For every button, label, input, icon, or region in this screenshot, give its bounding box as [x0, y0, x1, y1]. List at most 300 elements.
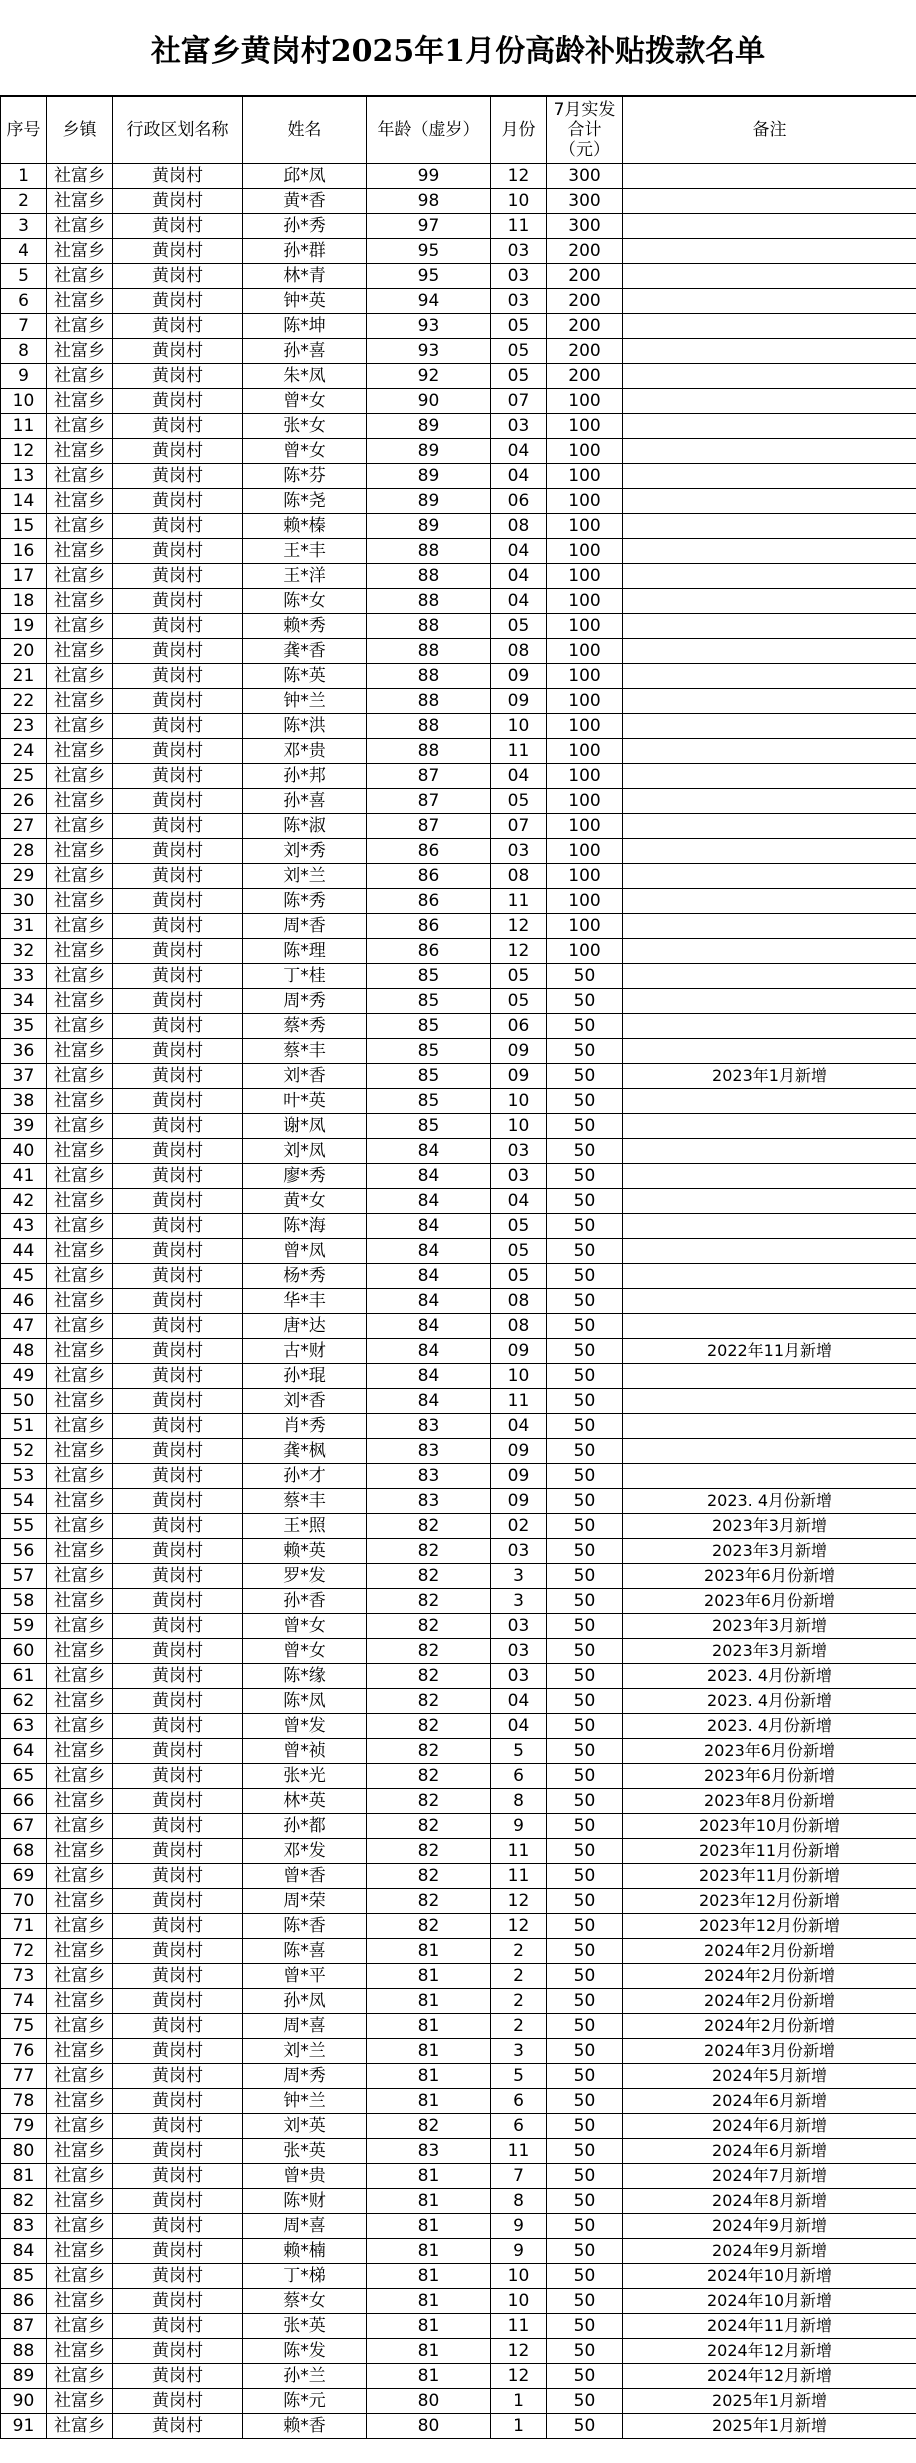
col-village-cell: 黄岗村	[113, 2339, 243, 2364]
col-village-cell: 黄岗村	[113, 1489, 243, 1514]
table-row	[1, 1314, 916, 1339]
table-row	[1, 2164, 916, 2189]
col-remark-cell	[623, 339, 916, 364]
col-month-cell: 04	[491, 464, 547, 489]
col-amount-cell: 50	[547, 2289, 623, 2314]
col-remark-cell: 2023年8月份新增	[623, 1789, 916, 1814]
col-name-cell: 陈*理	[243, 939, 367, 964]
col-village-cell: 黄岗村	[113, 1439, 243, 1464]
col-township-cell: 社富乡	[47, 839, 113, 864]
col-village-cell: 黄岗村	[113, 1889, 243, 1914]
col-age-cell: 81	[367, 2089, 491, 2114]
col-remark-cell	[623, 1114, 916, 1139]
col-month-cell: 8	[491, 1789, 547, 1814]
col-amount-cell: 100	[547, 539, 623, 564]
col-amount-cell: 50	[547, 1064, 623, 1089]
col-amount-cell: 200	[547, 364, 623, 389]
col-remark-cell	[623, 964, 916, 989]
col-remark-cell: 2023. 4月份新增	[623, 1689, 916, 1714]
col-age-cell: 95	[367, 264, 491, 289]
col-month-cell: 05	[491, 964, 547, 989]
col-village-cell: 黄岗村	[113, 1864, 243, 1889]
col-name-cell: 赖*香	[243, 2414, 367, 2439]
table-row	[1, 814, 916, 839]
col-age-cell: 88	[367, 664, 491, 689]
col-name-cell: 龚*枫	[243, 1439, 367, 1464]
col-township-cell: 社富乡	[47, 714, 113, 739]
col-amount-cell: 50	[547, 1939, 623, 1964]
col-age-cell: 85	[367, 1014, 491, 1039]
col-amount-cell: 100	[547, 564, 623, 589]
table-row	[1, 514, 916, 539]
col-index-cell: 49	[1, 1364, 47, 1389]
col-township-cell: 社富乡	[47, 689, 113, 714]
col-age-cell: 85	[367, 964, 491, 989]
col-amount-cell: 50	[547, 2339, 623, 2364]
col-month-cell: 05	[491, 789, 547, 814]
col-amount-cell: 50	[547, 1989, 623, 2014]
col-month-cell: 09	[491, 689, 547, 714]
col-township-cell: 社富乡	[47, 2189, 113, 2214]
col-age-cell: 89	[367, 464, 491, 489]
col-name-cell: 叶*英	[243, 1089, 367, 1114]
col-village-cell: 黄岗村	[113, 464, 243, 489]
col-remark-cell: 2024年6月新增	[623, 2089, 916, 2114]
col-amount-cell: 50	[547, 1214, 623, 1239]
col-index-cell: 64	[1, 1739, 47, 1764]
col-month-cell: 11	[491, 889, 547, 914]
col-month-cell: 09	[491, 1339, 547, 1364]
col-village-cell: 黄岗村	[113, 1339, 243, 1364]
col-township-cell: 社富乡	[47, 789, 113, 814]
col-index-cell: 88	[1, 2339, 47, 2364]
col-month-cell: 03	[491, 239, 547, 264]
col-age-cell: 95	[367, 239, 491, 264]
col-remark-cell	[623, 239, 916, 264]
col-index-cell: 63	[1, 1714, 47, 1739]
col-index-cell: 12	[1, 439, 47, 464]
col-township-cell: 社富乡	[47, 1139, 113, 1164]
table-row	[1, 2039, 916, 2064]
col-age-cell: 82	[367, 1789, 491, 1814]
col-village-cell: 黄岗村	[113, 539, 243, 564]
col-remark-cell	[623, 564, 916, 589]
col-age-cell: 93	[367, 339, 491, 364]
col-remark-cell	[623, 164, 916, 189]
col-amount-cell: 50	[547, 1289, 623, 1314]
col-month-cell: 1	[491, 2389, 547, 2414]
table-row	[1, 1414, 916, 1439]
col-index-cell: 70	[1, 1889, 47, 1914]
col-village-cell: 黄岗村	[113, 1139, 243, 1164]
col-index-cell: 75	[1, 2014, 47, 2039]
col-township-cell: 社富乡	[47, 1239, 113, 1264]
col-month-cell: 03	[491, 1139, 547, 1164]
col-remark-cell	[623, 914, 916, 939]
col-remark-cell	[623, 1039, 916, 1064]
col-amount-cell: 50	[547, 2114, 623, 2139]
col-township-cell: 社富乡	[47, 1439, 113, 1464]
col-amount-cell: 50	[547, 1664, 623, 1689]
col-remark-cell	[623, 839, 916, 864]
table-row	[1, 1714, 916, 1739]
col-month-cell: 04	[491, 1189, 547, 1214]
col-index-cell: 67	[1, 1814, 47, 1839]
col-index-cell: 34	[1, 989, 47, 1014]
col-remark-cell: 2023年3月新增	[623, 1514, 916, 1539]
col-township-cell: 社富乡	[47, 1039, 113, 1064]
table-row	[1, 239, 916, 264]
col-month-cell: 04	[491, 439, 547, 464]
col-village-cell: 黄岗村	[113, 1514, 243, 1539]
col-township-cell: 社富乡	[47, 2114, 113, 2139]
table-row	[1, 1114, 916, 1139]
col-index-cell: 86	[1, 2289, 47, 2314]
col-month-cell: 11	[491, 1864, 547, 1889]
col-name-cell: 刘*兰	[243, 2039, 367, 2064]
col-month-cell: 03	[491, 264, 547, 289]
col-index-cell: 35	[1, 1014, 47, 1039]
col-month-cell: 5	[491, 2064, 547, 2089]
col-township-cell: 社富乡	[47, 964, 113, 989]
table-row	[1, 1639, 916, 1664]
col-remark-cell	[623, 664, 916, 689]
col-remark-cell: 2024年2月份新增	[623, 1964, 916, 1989]
col-age-cell: 85	[367, 1064, 491, 1089]
col-amount-cell: 100	[547, 889, 623, 914]
col-amount-cell: 50	[547, 2164, 623, 2189]
col-age-cell: 84	[367, 1139, 491, 1164]
col-month-cell: 09	[491, 664, 547, 689]
col-remark-cell: 2023. 4月份新增	[623, 1489, 916, 1514]
col-village-cell: 黄岗村	[113, 1314, 243, 1339]
col-remark-cell	[623, 464, 916, 489]
col-age-cell: 90	[367, 389, 491, 414]
col-remark-cell: 2024年6月新增	[623, 2114, 916, 2139]
col-month-cell: 9	[491, 1814, 547, 1839]
col-month-cell: 12	[491, 939, 547, 964]
col-amount-cell: 50	[547, 2314, 623, 2339]
col-name-cell: 刘*香	[243, 1064, 367, 1089]
header-col-remark: 备注	[623, 97, 916, 164]
col-age-cell: 84	[367, 1189, 491, 1214]
col-amount-cell: 50	[547, 2064, 623, 2089]
col-village-cell: 黄岗村	[113, 2114, 243, 2139]
col-remark-cell: 2023年3月新增	[623, 1614, 916, 1639]
subsidy-table	[0, 96, 916, 2439]
col-index-cell: 29	[1, 864, 47, 889]
col-index-cell: 84	[1, 2239, 47, 2264]
col-month-cell: 6	[491, 2114, 547, 2139]
header-col-month: 月份	[491, 97, 547, 164]
col-amount-cell: 50	[547, 1189, 623, 1214]
col-index-cell: 62	[1, 1689, 47, 1714]
col-age-cell: 84	[367, 1289, 491, 1314]
col-name-cell: 林*青	[243, 264, 367, 289]
col-index-cell: 51	[1, 1414, 47, 1439]
table-row	[1, 2214, 916, 2239]
col-age-cell: 88	[367, 739, 491, 764]
col-age-cell: 89	[367, 414, 491, 439]
col-amount-cell: 100	[547, 789, 623, 814]
table-row	[1, 1964, 916, 1989]
col-month-cell: 10	[491, 1089, 547, 1114]
col-village-cell: 黄岗村	[113, 2289, 243, 2314]
col-month-cell: 09	[491, 1439, 547, 1464]
page-title: 社富乡黄岗村2025年1月份高龄补贴拨款名单	[0, 0, 916, 96]
col-amount-cell: 200	[547, 239, 623, 264]
col-township-cell: 社富乡	[47, 2289, 113, 2314]
col-index-cell: 18	[1, 589, 47, 614]
col-township-cell: 社富乡	[47, 2164, 113, 2189]
col-age-cell: 81	[367, 2339, 491, 2364]
col-month-cell: 03	[491, 1539, 547, 1564]
col-township-cell: 社富乡	[47, 2064, 113, 2089]
col-township-cell: 社富乡	[47, 2364, 113, 2389]
col-name-cell: 周*秀	[243, 2064, 367, 2089]
col-remark-cell: 2023年11月份新增	[623, 1839, 916, 1864]
col-index-cell: 41	[1, 1164, 47, 1189]
col-remark-cell	[623, 1189, 916, 1214]
col-index-cell: 4	[1, 239, 47, 264]
col-township-cell: 社富乡	[47, 589, 113, 614]
col-month-cell: 11	[491, 1389, 547, 1414]
col-month-cell: 12	[491, 2339, 547, 2364]
col-village-cell: 黄岗村	[113, 364, 243, 389]
col-township-cell: 社富乡	[47, 1589, 113, 1614]
col-age-cell: 84	[367, 1339, 491, 1364]
col-age-cell: 82	[367, 1614, 491, 1639]
col-index-cell: 21	[1, 664, 47, 689]
col-remark-cell	[623, 1464, 916, 1489]
col-name-cell: 王*照	[243, 1514, 367, 1539]
col-township-cell: 社富乡	[47, 939, 113, 964]
col-name-cell: 丁*桂	[243, 964, 367, 989]
table-row	[1, 1439, 916, 1464]
col-index-cell: 42	[1, 1189, 47, 1214]
col-age-cell: 81	[367, 2164, 491, 2189]
col-amount-cell: 50	[547, 2014, 623, 2039]
col-township-cell: 社富乡	[47, 414, 113, 439]
col-village-cell: 黄岗村	[113, 1764, 243, 1789]
col-village-cell: 黄岗村	[113, 1589, 243, 1614]
col-name-cell: 罗*发	[243, 1564, 367, 1589]
col-month-cell: 09	[491, 1489, 547, 1514]
col-age-cell: 88	[367, 614, 491, 639]
col-age-cell: 86	[367, 914, 491, 939]
col-village-cell: 黄岗村	[113, 2014, 243, 2039]
col-township-cell: 社富乡	[47, 1914, 113, 1939]
col-village-cell: 黄岗村	[113, 2214, 243, 2239]
col-amount-cell: 50	[547, 1114, 623, 1139]
col-village-cell: 黄岗村	[113, 1839, 243, 1864]
col-name-cell: 蔡*秀	[243, 1014, 367, 1039]
col-village-cell: 黄岗村	[113, 689, 243, 714]
header-col-village: 行政区划名称	[113, 97, 243, 164]
col-remark-cell: 2023年6月份新增	[623, 1589, 916, 1614]
col-month-cell: 08	[491, 639, 547, 664]
col-amount-cell: 50	[547, 2389, 623, 2414]
table-row	[1, 564, 916, 589]
col-index-cell: 33	[1, 964, 47, 989]
table-header	[1, 97, 916, 164]
col-month-cell: 04	[491, 764, 547, 789]
col-amount-cell: 50	[547, 1889, 623, 1914]
col-village-cell: 黄岗村	[113, 339, 243, 364]
col-month-cell: 7	[491, 2164, 547, 2189]
col-age-cell: 83	[367, 2139, 491, 2164]
col-township-cell: 社富乡	[47, 1464, 113, 1489]
col-name-cell: 刘*香	[243, 1389, 367, 1414]
col-name-cell: 刘*秀	[243, 839, 367, 864]
col-month-cell: 05	[491, 339, 547, 364]
table-row	[1, 1089, 916, 1114]
col-remark-cell	[623, 314, 916, 339]
col-amount-cell: 200	[547, 264, 623, 289]
col-amount-cell: 100	[547, 864, 623, 889]
col-amount-cell: 50	[547, 1564, 623, 1589]
col-month-cell: 3	[491, 1589, 547, 1614]
col-township-cell: 社富乡	[47, 489, 113, 514]
table-row	[1, 939, 916, 964]
header-col-name: 姓名	[243, 97, 367, 164]
col-age-cell: 81	[367, 2039, 491, 2064]
col-village-cell: 黄岗村	[113, 1989, 243, 2014]
col-township-cell: 社富乡	[47, 1514, 113, 1539]
col-index-cell: 79	[1, 2114, 47, 2139]
table-row	[1, 264, 916, 289]
col-township-cell: 社富乡	[47, 539, 113, 564]
col-village-cell: 黄岗村	[113, 889, 243, 914]
col-month-cell: 02	[491, 1514, 547, 1539]
table-row	[1, 1589, 916, 1614]
col-age-cell: 89	[367, 439, 491, 464]
col-amount-cell: 100	[547, 939, 623, 964]
col-age-cell: 83	[367, 1464, 491, 1489]
col-name-cell: 钟*兰	[243, 689, 367, 714]
col-remark-cell	[623, 264, 916, 289]
col-amount-cell: 100	[547, 589, 623, 614]
col-age-cell: 81	[367, 2014, 491, 2039]
col-township-cell: 社富乡	[47, 1364, 113, 1389]
col-age-cell: 99	[367, 164, 491, 189]
col-amount-cell: 50	[547, 1239, 623, 1264]
col-amount-cell: 200	[547, 289, 623, 314]
col-township-cell: 社富乡	[47, 1189, 113, 1214]
col-village-cell: 黄岗村	[113, 164, 243, 189]
col-remark-cell	[623, 989, 916, 1014]
col-village-cell: 黄岗村	[113, 1714, 243, 1739]
col-age-cell: 82	[367, 1564, 491, 1589]
col-month-cell: 5	[491, 1739, 547, 1764]
col-index-cell: 73	[1, 1964, 47, 1989]
col-age-cell: 81	[367, 1989, 491, 2014]
col-age-cell: 81	[367, 2214, 491, 2239]
col-month-cell: 09	[491, 1464, 547, 1489]
col-index-cell: 60	[1, 1639, 47, 1664]
col-amount-cell: 50	[547, 1139, 623, 1164]
col-township-cell: 社富乡	[47, 1389, 113, 1414]
table-row	[1, 2264, 916, 2289]
col-month-cell: 08	[491, 1289, 547, 1314]
col-age-cell: 92	[367, 364, 491, 389]
col-name-cell: 陈*英	[243, 664, 367, 689]
col-township-cell: 社富乡	[47, 2339, 113, 2364]
header-row	[1, 97, 916, 164]
col-remark-cell	[623, 614, 916, 639]
col-village-cell: 黄岗村	[113, 1689, 243, 1714]
col-month-cell: 8	[491, 2189, 547, 2214]
col-name-cell: 蔡*丰	[243, 1039, 367, 1064]
col-age-cell: 85	[367, 1089, 491, 1114]
col-index-cell: 8	[1, 339, 47, 364]
col-month-cell: 03	[491, 1664, 547, 1689]
col-township-cell: 社富乡	[47, 514, 113, 539]
col-amount-cell: 50	[547, 1039, 623, 1064]
col-name-cell: 周*香	[243, 914, 367, 939]
col-name-cell: 朱*凤	[243, 364, 367, 389]
col-remark-cell: 2024年12月新增	[623, 2339, 916, 2364]
table-row	[1, 964, 916, 989]
col-amount-cell: 50	[547, 1364, 623, 1389]
col-name-cell: 陈*发	[243, 2339, 367, 2364]
col-month-cell: 04	[491, 1414, 547, 1439]
col-township-cell: 社富乡	[47, 1614, 113, 1639]
col-name-cell: 赖*榛	[243, 514, 367, 539]
col-remark-cell: 2024年6月新增	[623, 2139, 916, 2164]
col-age-cell: 81	[367, 2064, 491, 2089]
col-township-cell: 社富乡	[47, 1114, 113, 1139]
col-amount-cell: 50	[547, 1264, 623, 1289]
col-amount-cell: 50	[547, 1864, 623, 1889]
col-township-cell: 社富乡	[47, 2139, 113, 2164]
col-village-cell: 黄岗村	[113, 1189, 243, 1214]
col-month-cell: 10	[491, 1364, 547, 1389]
col-remark-cell	[623, 1314, 916, 1339]
col-index-cell: 31	[1, 914, 47, 939]
col-village-cell: 黄岗村	[113, 1239, 243, 1264]
col-month-cell: 9	[491, 2214, 547, 2239]
col-remark-cell	[623, 714, 916, 739]
table-row	[1, 2314, 916, 2339]
col-amount-cell: 50	[547, 964, 623, 989]
col-name-cell: 周*喜	[243, 2014, 367, 2039]
col-remark-cell: 2023年10月份新增	[623, 1814, 916, 1839]
col-remark-cell	[623, 814, 916, 839]
col-age-cell: 88	[367, 539, 491, 564]
col-township-cell: 社富乡	[47, 239, 113, 264]
col-amount-cell: 50	[547, 1439, 623, 1464]
col-remark-cell: 2024年9月新增	[623, 2239, 916, 2264]
col-remark-cell	[623, 589, 916, 614]
col-name-cell: 孙*都	[243, 1814, 367, 1839]
col-name-cell: 孙*秀	[243, 214, 367, 239]
col-village-cell: 黄岗村	[113, 2364, 243, 2389]
col-index-cell: 89	[1, 2364, 47, 2389]
col-amount-cell: 100	[547, 689, 623, 714]
col-township-cell: 社富乡	[47, 764, 113, 789]
col-age-cell: 85	[367, 1114, 491, 1139]
col-month-cell: 07	[491, 389, 547, 414]
col-month-cell: 10	[491, 1114, 547, 1139]
col-name-cell: 曾*香	[243, 1864, 367, 1889]
col-index-cell: 80	[1, 2139, 47, 2164]
col-remark-cell: 2025年1月新增	[623, 2389, 916, 2414]
col-age-cell: 81	[367, 2289, 491, 2314]
table-row	[1, 714, 916, 739]
col-remark-cell	[623, 1264, 916, 1289]
col-index-cell: 78	[1, 2089, 47, 2114]
